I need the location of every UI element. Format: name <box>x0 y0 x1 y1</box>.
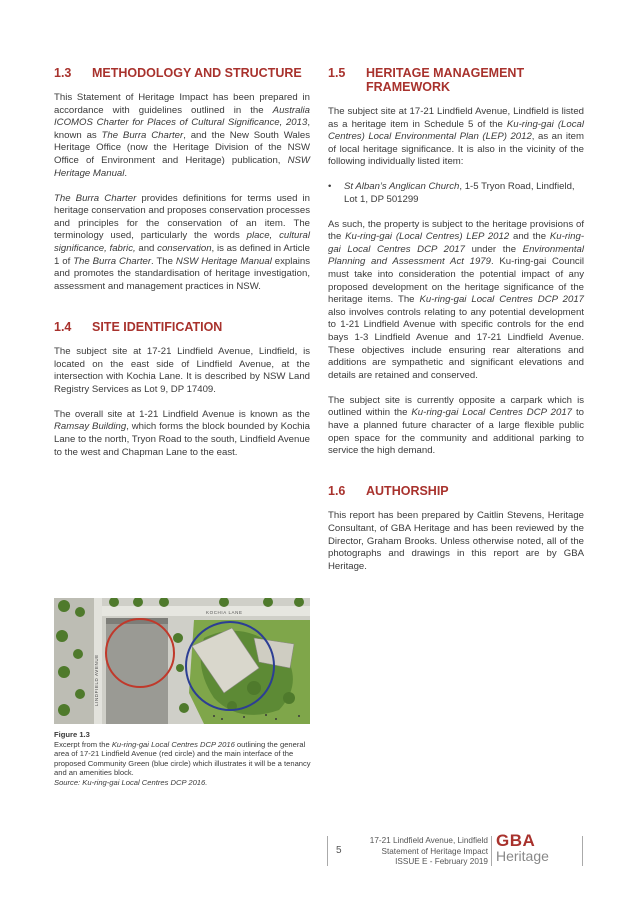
right-column <box>328 66 584 586</box>
bullet-icon: • <box>328 181 332 193</box>
section-1-6-heading <box>328 484 584 498</box>
gba-heritage-logo: GBA Heritage <box>496 831 549 864</box>
paragraph: The Burra Charter provides definitions for terms used in heritage conservation and proposes conservation processes and principles for the conservation of an item. The terminology used, particularly the words place, cultural significance, fabric, and conservation, is as defined in Article 1 of The Burra Charter. The NSW Heritage Manual explains and promotes the standardisation of heritage investigation, assessment and management practices in NSW. <box>54 192 311 292</box>
section-1-4-heading <box>54 320 310 334</box>
document-info: 17-21 Lindfield Avenue, Lindfield Statement of Heritage Impact ISSUE E - February 2019 <box>369 836 488 866</box>
section-number: 1.3 <box>54 66 72 80</box>
site-plan-figure <box>54 598 310 724</box>
paragraph: This Statement of Heritage Impact has been prepared in accordance with guidelines outlined in the Australia ICOMOS Charter for Places of Cultural Significance, 2013, known as The Burra Charter, and the New South Wales Heritage Office (now the Heritage Division of the NSW Office of Environment and Heritage) publication, NSW Heritage Manual. <box>54 92 310 179</box>
section-title: SITE IDENTIFICATION <box>92 319 223 334</box>
section-1-3-heading <box>54 66 310 80</box>
page-number: 5 <box>336 845 342 856</box>
section-title: HERITAGE MANAGEMENT FRAMEWORK <box>366 66 525 94</box>
map-label-avenue: LINDFIELD AVENUE <box>94 654 99 706</box>
paragraph: The subject site is currently opposite a carpark which is outlined within the Ku-ring-gai Local Centres DCP 2017 to have a planned future character of a large flexible public open space for the community and additional parking to service the high demand. <box>328 394 584 457</box>
section-number: 1.6 <box>328 484 346 499</box>
list-item: • St Alban’s Anglican Church, 1-5 Tryon Road, Lindfield, Lot 1, DP 501299 <box>328 181 575 206</box>
section-number: 1.5 <box>328 66 346 80</box>
figure-caption-text: Excerpt from the Ku-ring-gai Local Centres DCP 2016 outlining the general area of 17-21 Lindfield Avenue (red circle) and the main interface of the proposed Community Green (blue circle) which illustrates it will be a tenancy and an amenities block. <box>54 739 311 778</box>
paragraph: As such, the property is subject to the heritage provisions of the Ku-ring-gai (Local Centres) LEP 2012 and the Ku-ring-gai Local Centres DCP 2017 under the Environmental Planning and Assessment Act 1979. Ku-ring-gai Council must take into consideration the potential impact of any proposed development on the heritage significance of the heritage items. The Ku-ring-gai Local Centres DCP 2017 also involves controls relating to any potential development to 1-21 Lindfield Avenue with specific controls for the end bays 1-3 Lindfield Avenue and 17-21 Lindfield Avenue. These objectives include ensuring rear alterations and additions are sympathetic and significant elevations and details are retained and conserved. <box>328 218 585 381</box>
footer-divider <box>327 836 328 866</box>
paragraph: The overall site at 1-21 Lindfield Avenue is known as the Ramsay Building, which forms the block bounded by Kochia Lane to the north, Tryon Road to the south, Lindfield Avenue to the west and Chapman Lane to the east. <box>54 408 310 458</box>
map-label-lane: KOCHIA LANE <box>206 610 243 615</box>
left-column <box>54 66 310 472</box>
paragraph: This report has been prepared by Caitlin Stevens, Heritage Consultant, of GBA Heritage and has been reviewed by the Director, Graham Brooks. Unless otherwise noted, all of the photographs and drawings in this report are by GBA Heritage. <box>328 510 584 572</box>
section-title: METHODOLOGY AND STRUCTURE <box>92 66 302 80</box>
figure-label: Figure 1.3 <box>54 730 90 739</box>
paragraph: The subject site at 17-21 Lindfield Avenue, Lindfield is listed as a heritage item in Schedule 5 of the Ku-ring-gai (Local Centres) Local Environmental Plan (LEP) 2012, as an item of local heritage significance. It is also in the vicinity of the following individually listed item: <box>328 106 584 168</box>
section-number: 1.4 <box>54 319 72 334</box>
figure-caption <box>54 730 314 788</box>
figure-source: Source: Ku-ring-gai Local Centres DCP 2016. <box>54 777 208 787</box>
section-1-5-heading <box>328 66 584 94</box>
paragraph: The subject site at 17-21 Lindfield Avenue, Lindfield, is located on the east side of Lindfield Avenue, at the intersection with Kochia Lane. It is described by NSW Land Registry Services as Lot 9, DP 17409. <box>54 345 310 395</box>
section-title: AUTHORSHIP <box>366 484 449 499</box>
footer-divider <box>491 836 492 866</box>
footer-divider <box>582 836 583 866</box>
page-footer <box>0 830 637 872</box>
heritage-item-list <box>328 181 584 206</box>
site-plan-image <box>54 598 310 724</box>
